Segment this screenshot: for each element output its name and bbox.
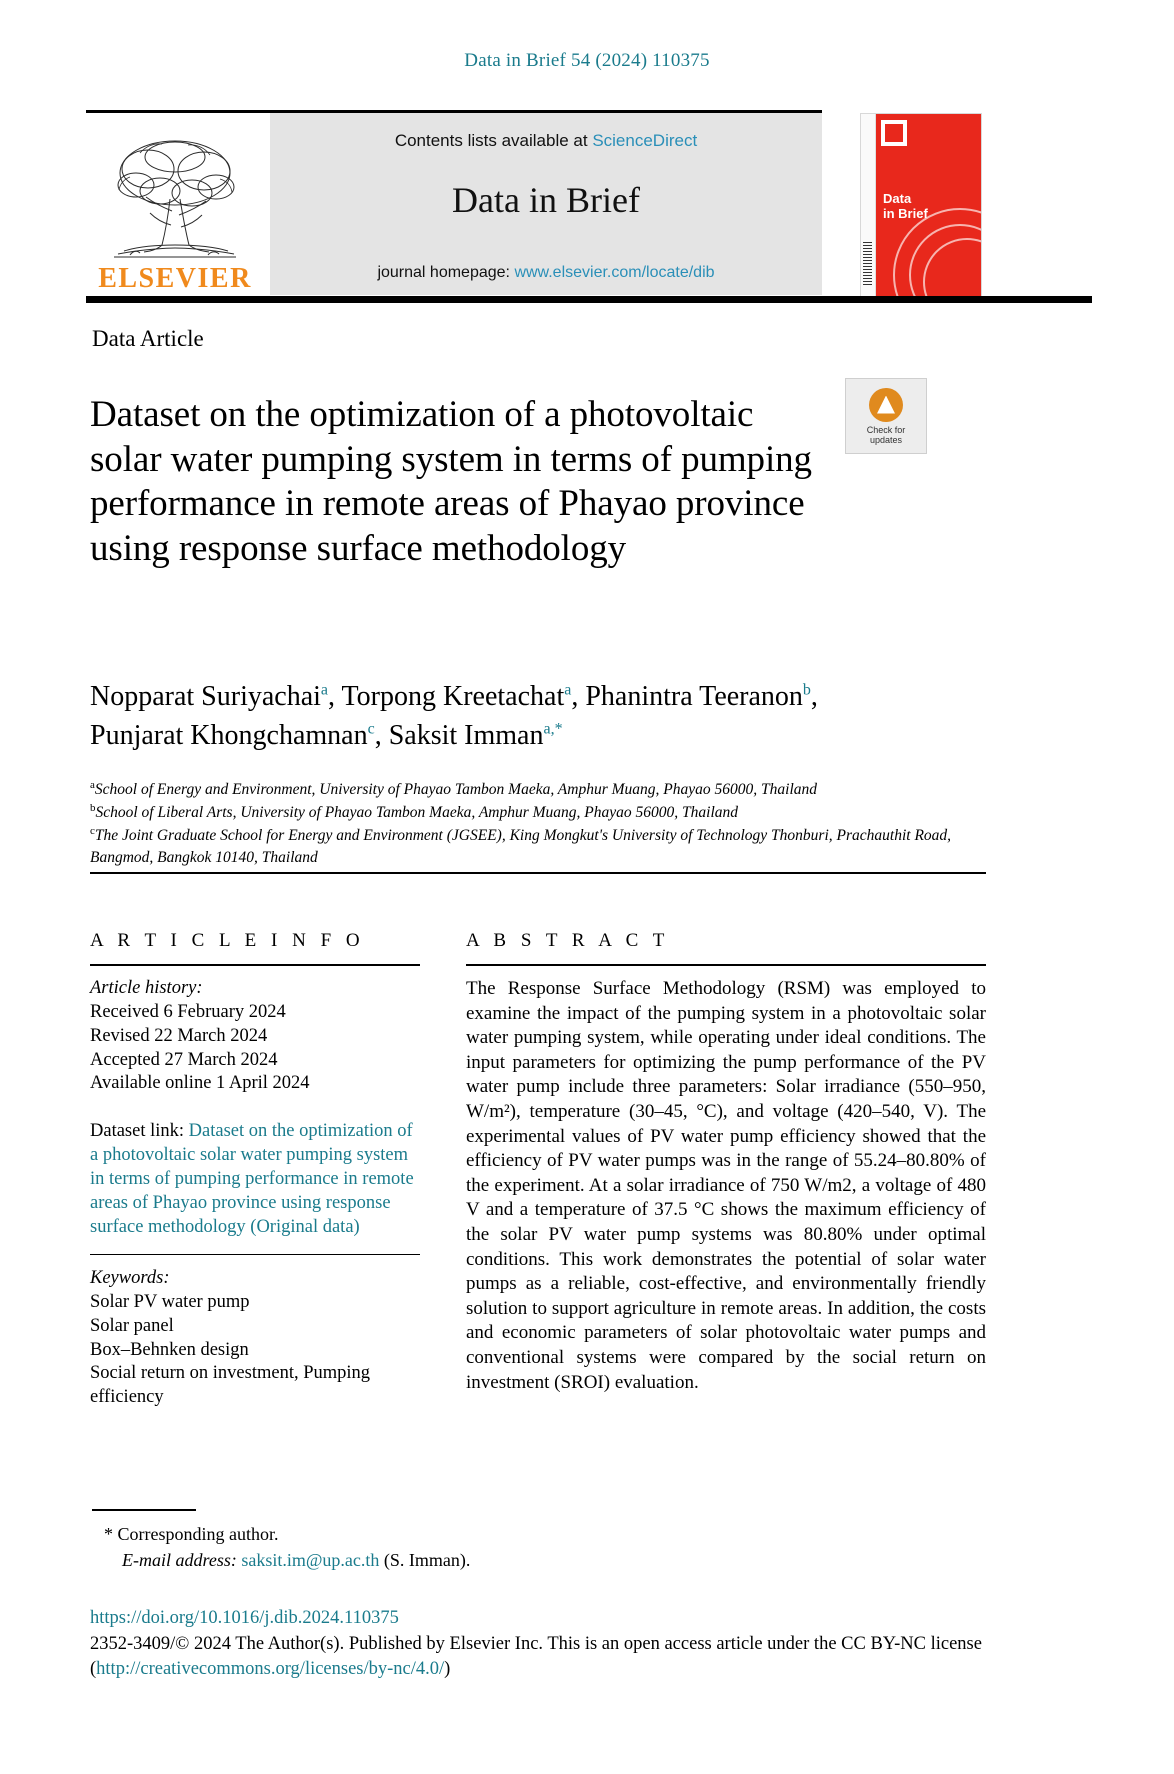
crossmark-line1: Check for [866,424,906,435]
elsevier-logo [86,113,264,295]
article-info-heading: A R T I C L E I N F O [90,930,365,951]
journal-cover-thumbnail [860,113,982,297]
affiliation-marker: a [90,779,95,791]
affiliation-marker: c [90,825,95,838]
affiliation-entry: $^a$School of Energy and Environment, University of Phayao Tambon Maeka, Amphur Muang, Phayao 56000, Thailand [90,779,817,799]
cover-barcode-icon [863,242,872,286]
keywords-block [90,1267,420,1410]
abstract-rule [466,964,986,966]
article-history [90,977,420,1096]
masthead-bottom-rule [86,296,1092,303]
author-affiliation-marker: b [802,681,811,699]
article-history-item: Received 6 February 2024 [90,1001,286,1022]
author-affiliation-marker: c [367,720,375,738]
journal-band [270,113,822,295]
crossmark-line2: updates [869,434,903,445]
affiliation-entry: $^b$School of Liberal Arts, University of Phayao Tambon Maeka, Amphur Muang, Phayao 56000, Thailand [90,802,739,822]
article-history-label: Article history: [90,978,203,998]
cover-logo-icon [881,120,907,146]
affiliation-entry: $^c$The Joint Graduate School for Energy and Environment (JGSEE), King Mongkut's University of Technology Thonburi, Prachauthit Road, Bangmod, Bangkok 10140, Thailand [90,825,952,867]
abstract-heading: A B S T R A C T [466,930,670,951]
cover-spine [861,114,876,296]
affiliation-marker: b [90,802,96,815]
corresponding-author-text: * Corresponding author. [104,1524,279,1544]
elsevier-wordmark: ELSEVIER [98,263,252,294]
keywords-divider-rule [90,1254,420,1255]
contents-prefix: Contents lists available at [394,131,593,150]
elsevier-tree-icon [100,133,250,261]
header-divider-rule [90,872,986,874]
dataset-link[interactable]: Dataset on the optimization of a photovoltaic solar water pumping system in terms of pumping performance in remote areas of Phayao province using response surface methodology (Original data) [90,1121,414,1237]
sciencedirect-link[interactable]: ScienceDirect [592,131,698,150]
author-name: Nopparat Suriyachai [90,681,321,712]
keyword-item: Solar panel [90,1315,174,1336]
crossmark-icon [869,388,903,422]
affiliation-list [90,778,970,869]
author-line-1: Nopparat Suriyachai$^a$, Torpong Kreetachat$^a$, Phanintra Teeranon$^b$, [90,681,818,712]
cover-title-line1: Data [883,191,912,206]
homepage-prefix: journal homepage: [377,264,515,281]
cover-title-line2: in Brief [883,205,928,221]
author-affiliation-marker: a [564,681,572,699]
email-label: E-mail address: [122,1549,237,1570]
keyword-item: Solar PV water pump [90,1291,250,1312]
dataset-link-label: Dataset link: [90,1121,185,1142]
article-history-item: Accepted 27 March 2024 [90,1049,278,1070]
license-paren-open: ( [90,1659,97,1680]
email-owner: (S. Imman). [383,1549,471,1570]
keywords-label: Keywords: [90,1267,170,1288]
author-line-2: Punjarat Khongchamnan$^c$, Saksit Imman$^{a,*}$ [90,719,563,751]
author-affiliation-marker: a [320,681,329,699]
cover-title [883,192,928,221]
author-name: Saksit Imman [388,719,544,751]
footnote-rule [92,1509,196,1511]
journal-homepage-link[interactable]: www.elsevier.com/locate/dib [514,264,715,281]
crossmark-badge[interactable] [845,378,927,454]
license-paren-close: ) [444,1659,451,1680]
author-name: Torpong Kreetachat [341,681,565,712]
corresponding-author-footnote [92,1522,792,1573]
running-head: Data in Brief 54 (2024) 110375 [464,50,710,71]
journal-title: Data in Brief [452,180,640,220]
article-history-item: Available online 1 April 2024 [90,1073,310,1094]
author-list [90,678,970,755]
footer-copyright [90,1606,1070,1683]
author-affiliation-marker: a,* [543,720,563,738]
author-name: Punjarat Khongchamnan [90,719,368,751]
journal-homepage-line [270,264,822,282]
abstract-text: The Response Surface Methodology (RSM) was employed to examine the impact of the pumping system in a photovoltaic solar water pumping system, while operating under ideal conditions. The input parameters for optimizing the pump performance of the PV water pump include three parameters: Solar irradiance (550–950, W/m²), temperature (30–45, °C), and voltage (420–540, V). The experimental values of PV water pump efficiency showed that the efficiency of PV water pumps was in the range of 55.24–80.80% of the experiment. At a solar irradiance of 750 W/m2, a voltage of 480 V and a temperature of 37.5 °C shows the maximum efficiency of the solar PV water pump systems was 80.80% under optimal conditions. This work demonstrates the potential of solar water pumps as a reliable, cost-effective, and environmentally friendly solution to support agriculture in remote areas. In addition, the costs and economic parameters of solar photovoltaic water pumps and conventional systems were compared by the social return on investment (SROI) evaluation. [466,978,986,1393]
abstract-column [466,930,986,1395]
dataset-link-block [90,1120,420,1239]
author-name: Phanintra Teeranon [585,681,803,712]
keyword-item: Box–Behnken design [90,1339,249,1360]
license-link[interactable]: http://creativecommons.org/licenses/by-nc/4.0/ [96,1659,445,1680]
contents-available-line [270,113,822,151]
article-info-column [90,930,420,1410]
email-link[interactable]: saksit.im@up.ac.th [241,1549,380,1570]
article-info-rule [90,964,420,966]
page-title: Dataset on the optimization of a photovoltaic solar water pumping system in terms of pumping performance in remote areas of Phayao province using response surface methodology [90,393,812,570]
keyword-item: Social return on investment, Pumping efficiency [90,1363,371,1408]
doi-link[interactable]: https://doi.org/10.1016/j.dib.2024.110375 [90,1608,399,1628]
article-history-item: Revised 22 March 2024 [90,1025,268,1046]
copyright-text: 2352-3409/© 2024 The Author(s). Published by Elsevier Inc. This is an open access article under the CC BY-NC license [90,1633,982,1654]
article-type: Data Article [92,326,204,351]
